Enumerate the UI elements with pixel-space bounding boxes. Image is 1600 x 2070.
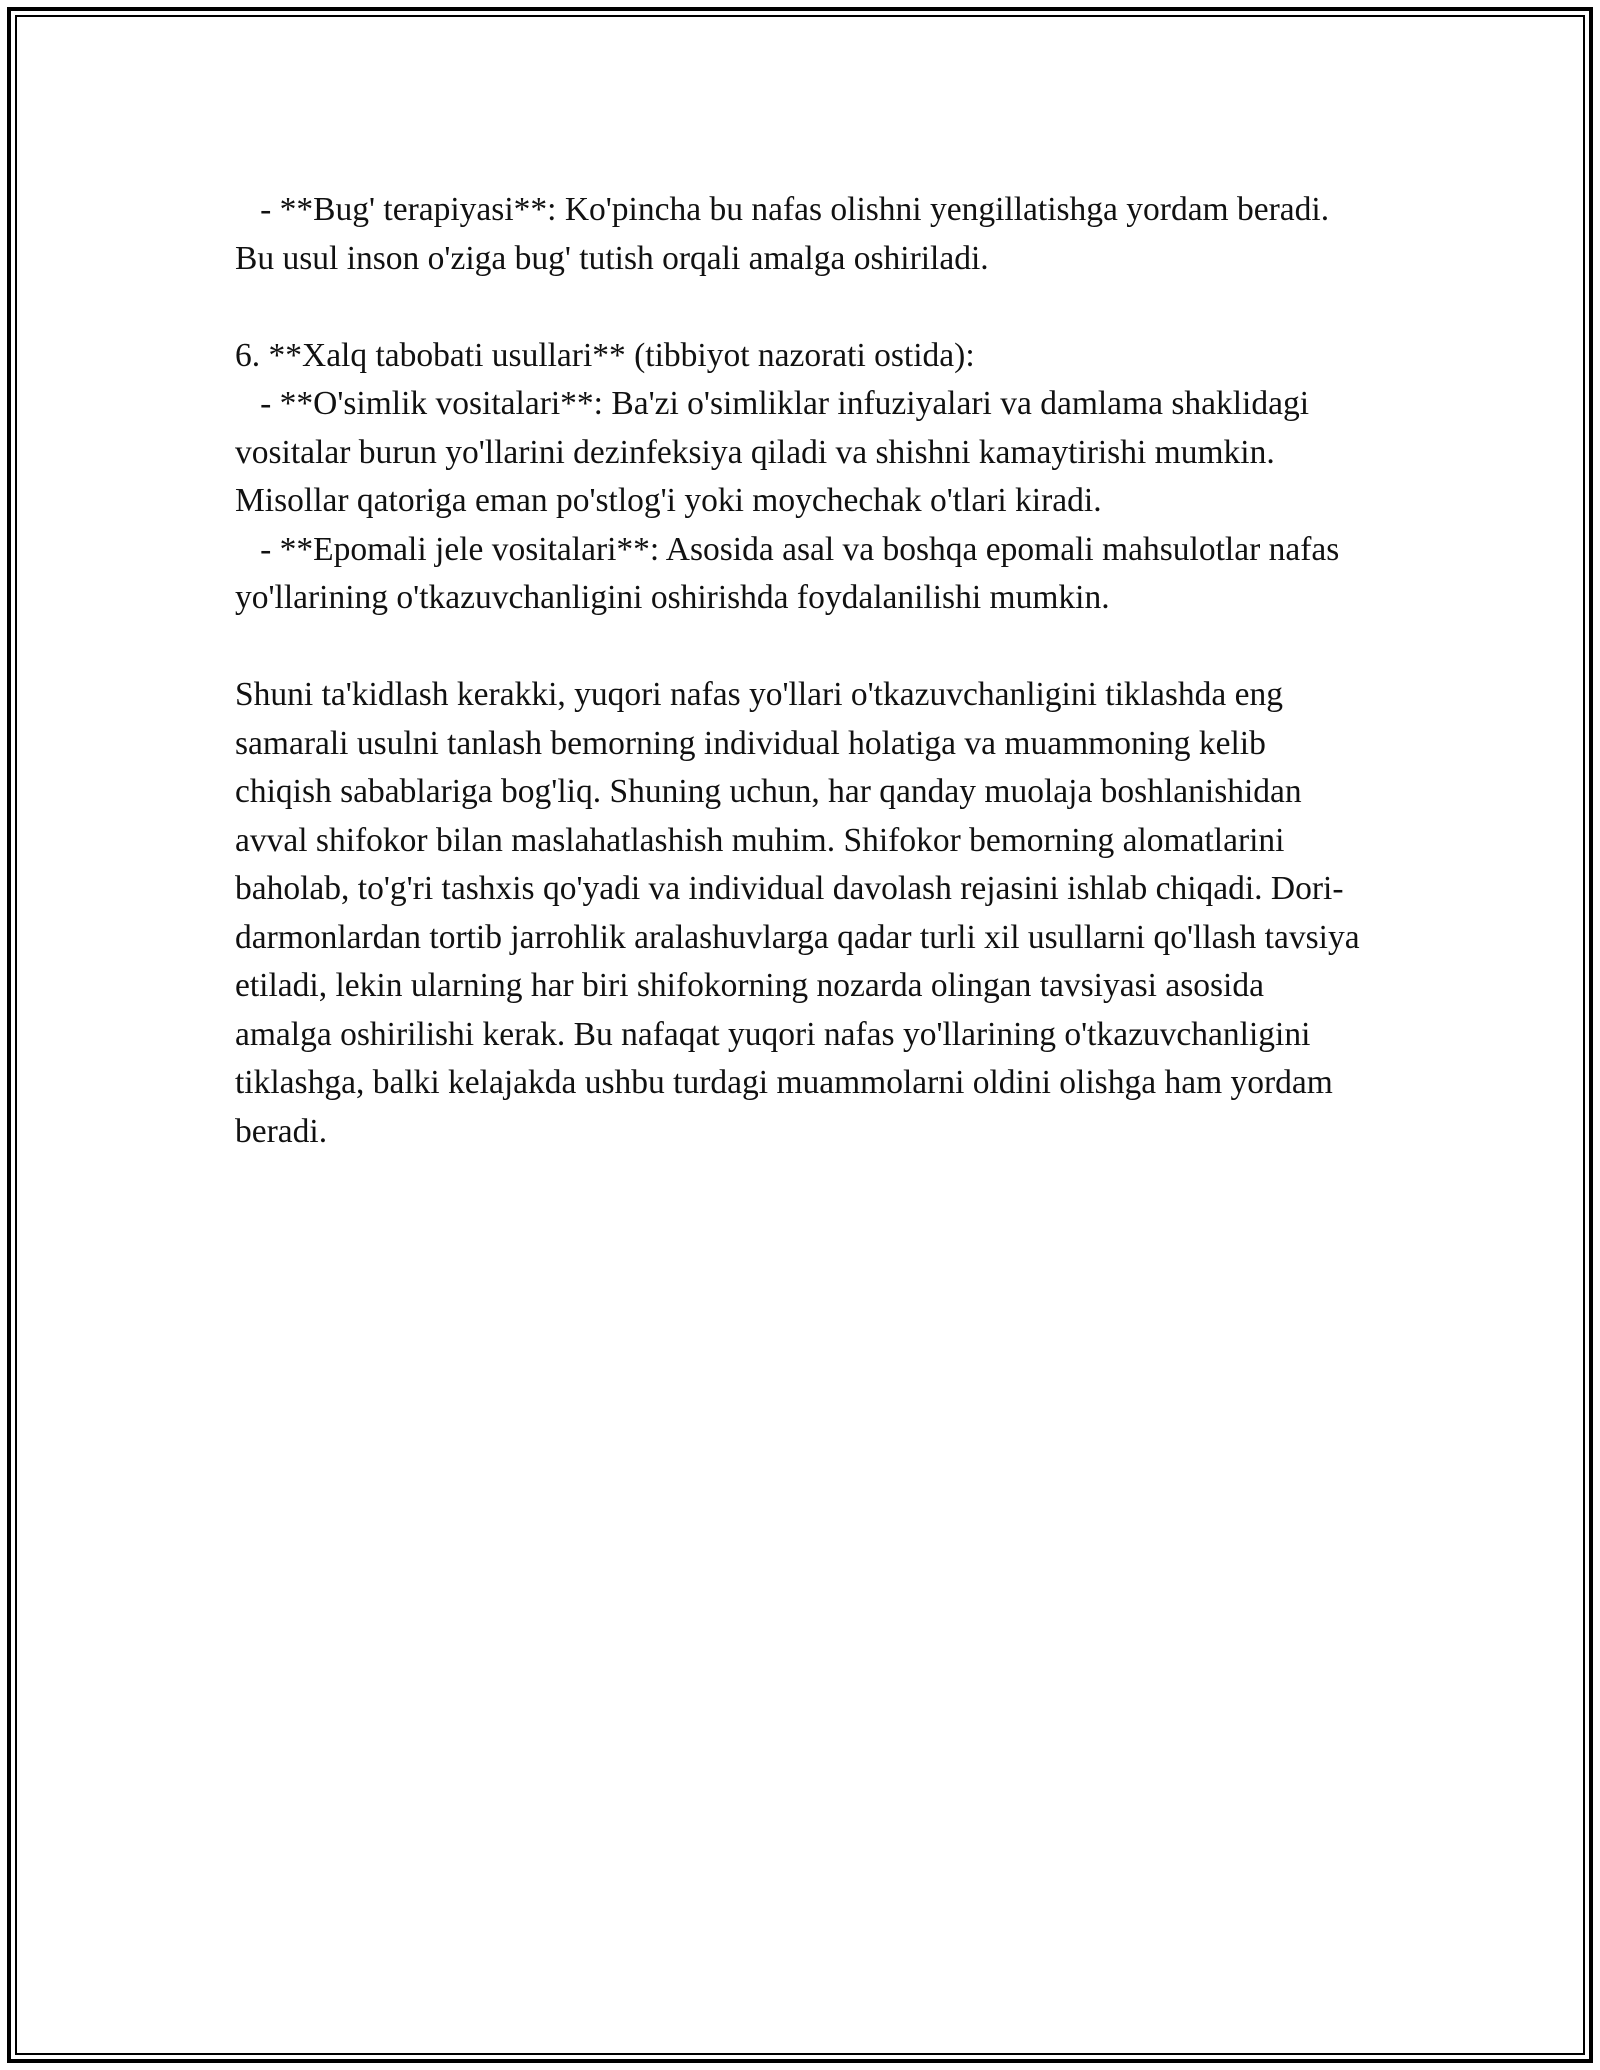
document-body [235,186,1368,1156]
folk-medicine-section: 6. **Xalq tabobati usullari** (tibbiyot nazorati ostida): - **O'simlik vositalari**: Ba'zi o'simliklar infuziyalari va damlama shaklidagi vositalar burun yo'llarini dezinfeksiya qiladi va shishni kamaytirishi mumkin. Misollar qatoriga eman po'stlog'i yoki moychechak o'tlari kiradi. - **Epomali jele vositalari**: Asosida asal va boshqa epomali mahsulotlar nafas yo'llarining o'tkazuvchanligini oshirishda foydalanilishi mumkin. [235,336,1340,616]
conclusion-paragraph: Shuni ta'kidlash kerakki, yuqori nafas yo'llari o'tkazuvchanligini tiklashda eng samarali usulni tanlash bemorning individual holatiga va muammoning kelib chiqish sabablariga bog'liq. Shuning uchun, har qanday muolaja boshlanishidan avval shifokor bilan maslahatlashish muhim. Shifokor bemorning alomatlarini baholab, to'g'ri tashxis qo'yadi va individual davolash rejasini ishlab chiqadi. Dori-darmonlardan tortib jarrohlik aralashuvlarga qadar turli xil usullarni qo'llash tavsiya etiladi, lekin ularning har biri shifokorning nozarda olingan tavsiyasi asosida amalga oshirilishi kerak. Bu nafaqat yuqori nafas yo'llarining o'tkazuvchanligini tiklashga, balki kelajakda ushbu turdagi muammolarni oldini olishga ham yordam beradi. [235,676,1368,1150]
paragraph-spacer [235,623,1365,672]
steam-therapy-paragraph: - **Bug' terapiyasi**: Ko'pincha bu nafas olishni yengillatishga yordam beradi. Bu usul inson o'ziga bug' tutish orqali amalga oshiriladi. [235,191,1338,277]
paragraph-spacer [235,283,1365,332]
